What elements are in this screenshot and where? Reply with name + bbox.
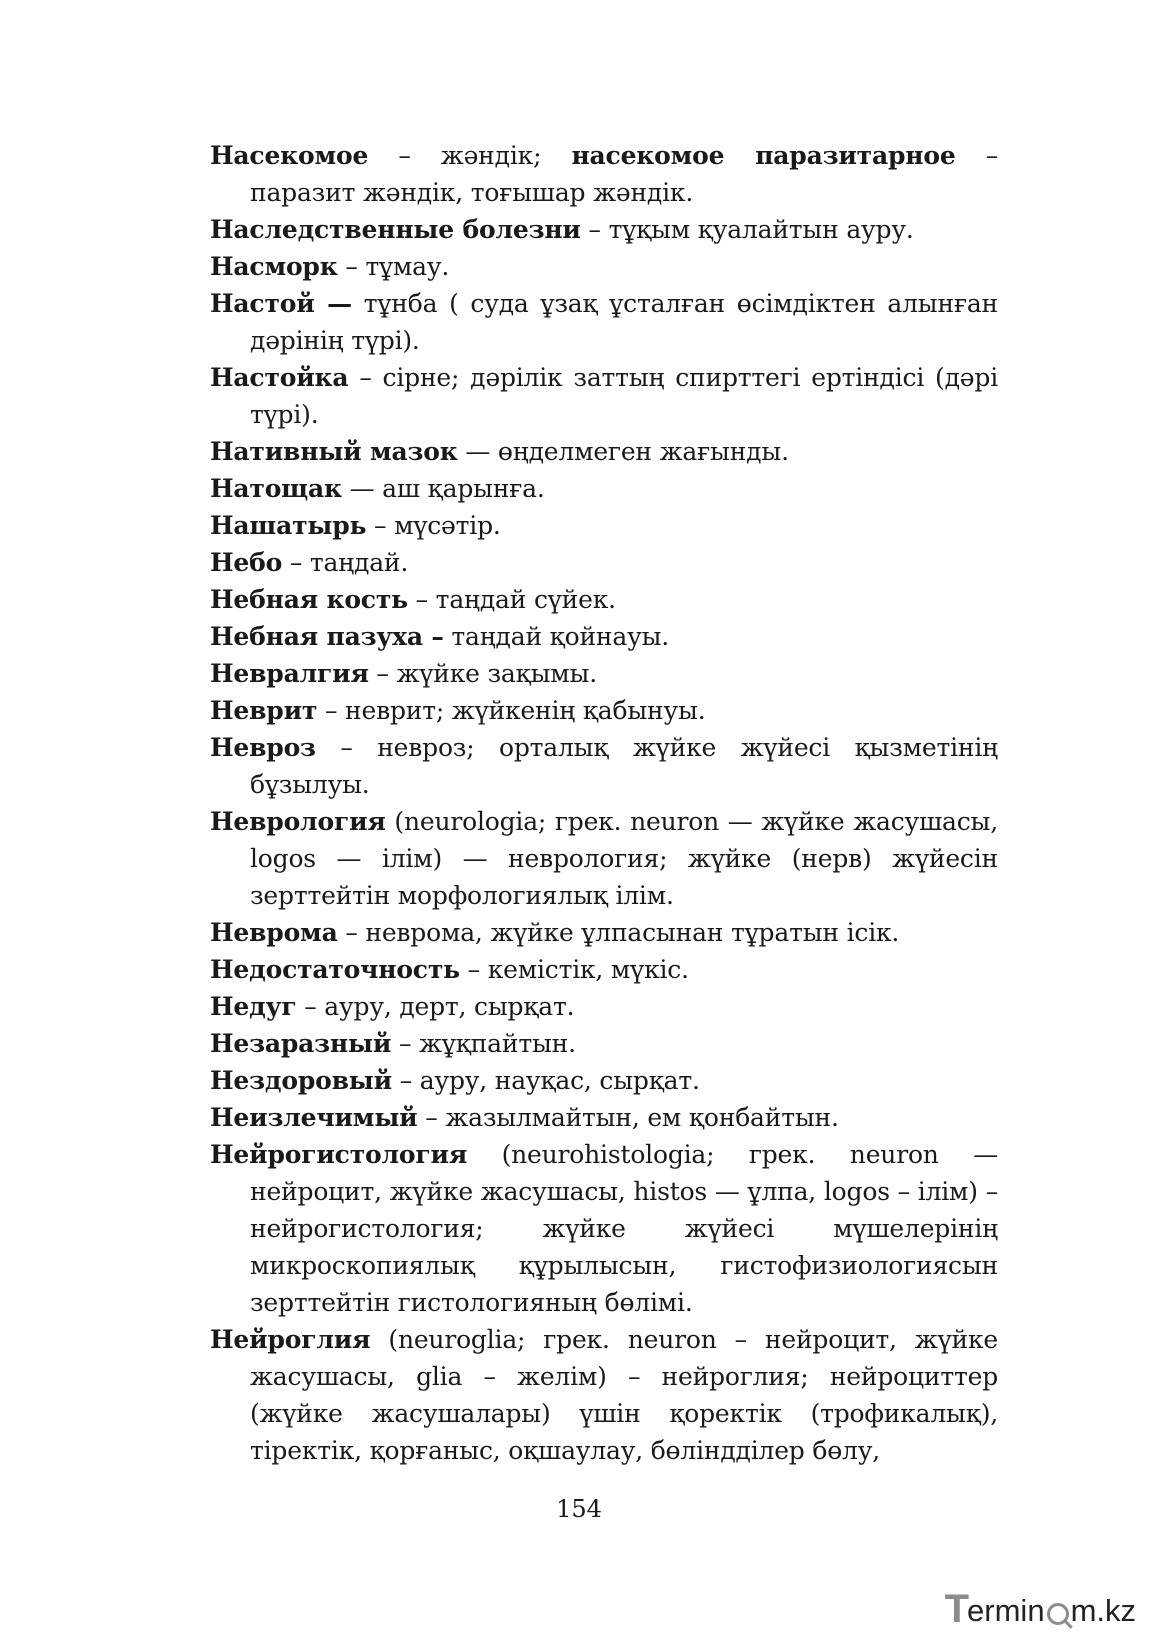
dictionary-entry (210, 285, 998, 359)
entry-definition: – кемістік, мүкіс. (459, 955, 689, 984)
entry-term: Натощак (210, 474, 342, 503)
entry-definition: — аш қарынға. (341, 474, 545, 503)
entry-term: Наследственные болезни (210, 215, 581, 244)
dictionary-entry (210, 1062, 998, 1099)
entry-definition: – таңдай. (282, 548, 409, 577)
entry-definition: – жазылмайтын, ем қонбайтын. (417, 1103, 839, 1132)
dictionary-entry (210, 211, 998, 248)
entry-definition: таңдай қойнауы. (443, 622, 670, 651)
entry-term: Небная кость (210, 585, 408, 614)
entry-term: Неврология (210, 807, 386, 836)
dictionary-entry (210, 692, 998, 729)
termincom-watermark (945, 1589, 1136, 1629)
dictionary-entry (210, 1321, 998, 1469)
entry-term: Неизлечимый (210, 1103, 418, 1132)
entry-definition: тұнба ( суда ұзақ ұсталған өсімдіктен алынған дәрінің түрі). (250, 289, 998, 355)
entry-term: насекомое паразитарное (571, 141, 956, 170)
entry-term: Нездоровый (210, 1066, 392, 1095)
entry-definition: – паразит жәндік, тоғышар жәндік. (250, 141, 998, 207)
dictionary-entry (210, 581, 998, 618)
dictionary-entry (210, 544, 998, 581)
entry-term: Недуг (210, 992, 297, 1021)
dictionary-entry (210, 1099, 998, 1136)
entry-definition: – ауру, науқас, сырқат. (391, 1066, 700, 1095)
entry-definition: – жұқпайтын. (391, 1029, 576, 1058)
entry-definition: – тұқым қуалайтын ауру. (580, 215, 914, 244)
entry-definition: – мүсәтір. (366, 511, 501, 540)
entry-term: Небная пазуха – (210, 622, 444, 651)
entry-definition: (neurologia; грек. neuron — жүйке жасушасы, logos — ілім) — неврология; жүйке (нерв) жүйесін зерттейтін морфологиялық ілім. (250, 807, 998, 910)
entry-term: Нашатырь (210, 511, 367, 540)
page-number: 154 (556, 1495, 602, 1523)
dictionary-entry (210, 248, 998, 285)
entry-term: Нейроглия (210, 1325, 371, 1354)
dictionary-entry (210, 137, 998, 211)
magnifier-icon (1047, 1603, 1069, 1625)
entry-definition: (neuroglia; грек. neuron – нейроцит, жүйке жасушасы, glia – желім) – нейроглия; нейроциттер (жүйке жасушалары) үшін қоректік (трофикалық), тіректік, қорғаныс, оқшаулау, бөліндділер бөлу, (250, 1325, 998, 1465)
entry-definition: – неврома, жүйке ұлпасынан тұратын ісік. (337, 918, 900, 947)
dictionary-entry (210, 951, 998, 988)
entry-definition: – тұмау. (337, 252, 450, 281)
dictionary-entry (210, 1025, 998, 1062)
dictionary-entry (210, 988, 998, 1025)
dictionary-entry (210, 803, 998, 914)
entry-term: Нейрогистология (210, 1140, 468, 1169)
dictionary-entry (210, 655, 998, 692)
watermark-text-2: m.kz (1070, 1593, 1136, 1628)
entry-definition: – сірне; дәрілік заттың спирттегі ертіндісі (дәрі түрі). (250, 363, 998, 429)
entry-definition: – жәндік; (368, 141, 572, 170)
watermark-t-logo: T (944, 1587, 970, 1631)
entry-term: Неврома (210, 918, 338, 947)
dictionary-entry (210, 1136, 998, 1321)
dictionary-entry (210, 470, 998, 507)
dictionary-entry (210, 914, 998, 951)
entry-term: Насекомое (210, 141, 369, 170)
entry-term: Настой — (210, 289, 352, 318)
watermark-text-1: ermin (967, 1593, 1045, 1628)
entry-term: Насморк (210, 252, 338, 281)
entry-definition: – таңдай сүйек. (407, 585, 616, 614)
entry-definition: – жүйке зақымы. (368, 659, 597, 688)
entry-definition: – ауру, дерт, сырқат. (296, 992, 575, 1021)
dictionary-entries (210, 137, 998, 1469)
entry-term: Невралгия (210, 659, 369, 688)
entry-term: Настойка (210, 363, 349, 392)
dictionary-entry (210, 729, 998, 803)
entry-definition: (neurohistologia; грек. neuron — нейроцит, жүйке жасушасы, histos — ұлпа, logos – ілім) – нейрогистология; жүйке жүйесі мүшелерінің микроскопиялық құрылысын, гистофизиологиясын зерттейтін гистологияның бөлімі. (250, 1140, 998, 1317)
dictionary-entry (210, 618, 998, 655)
entry-definition: — өңделмеген жағынды. (457, 437, 789, 466)
entry-definition: – невроз; орталық жүйке жүйесі қызметінің бұзылуы. (250, 733, 998, 799)
entry-definition: – неврит; жүйкенің қабынуы. (317, 696, 706, 725)
entry-term: Небо (210, 548, 283, 577)
dictionary-entry (210, 359, 998, 433)
entry-term: Недостаточность (210, 955, 460, 984)
dictionary-entry (210, 433, 998, 470)
dictionary-entry (210, 507, 998, 544)
entry-term: Нативный мазок (210, 437, 458, 466)
entry-term: Неврит (210, 696, 318, 725)
entry-term: Незаразный (210, 1029, 392, 1058)
entry-term: Невроз (210, 733, 316, 762)
